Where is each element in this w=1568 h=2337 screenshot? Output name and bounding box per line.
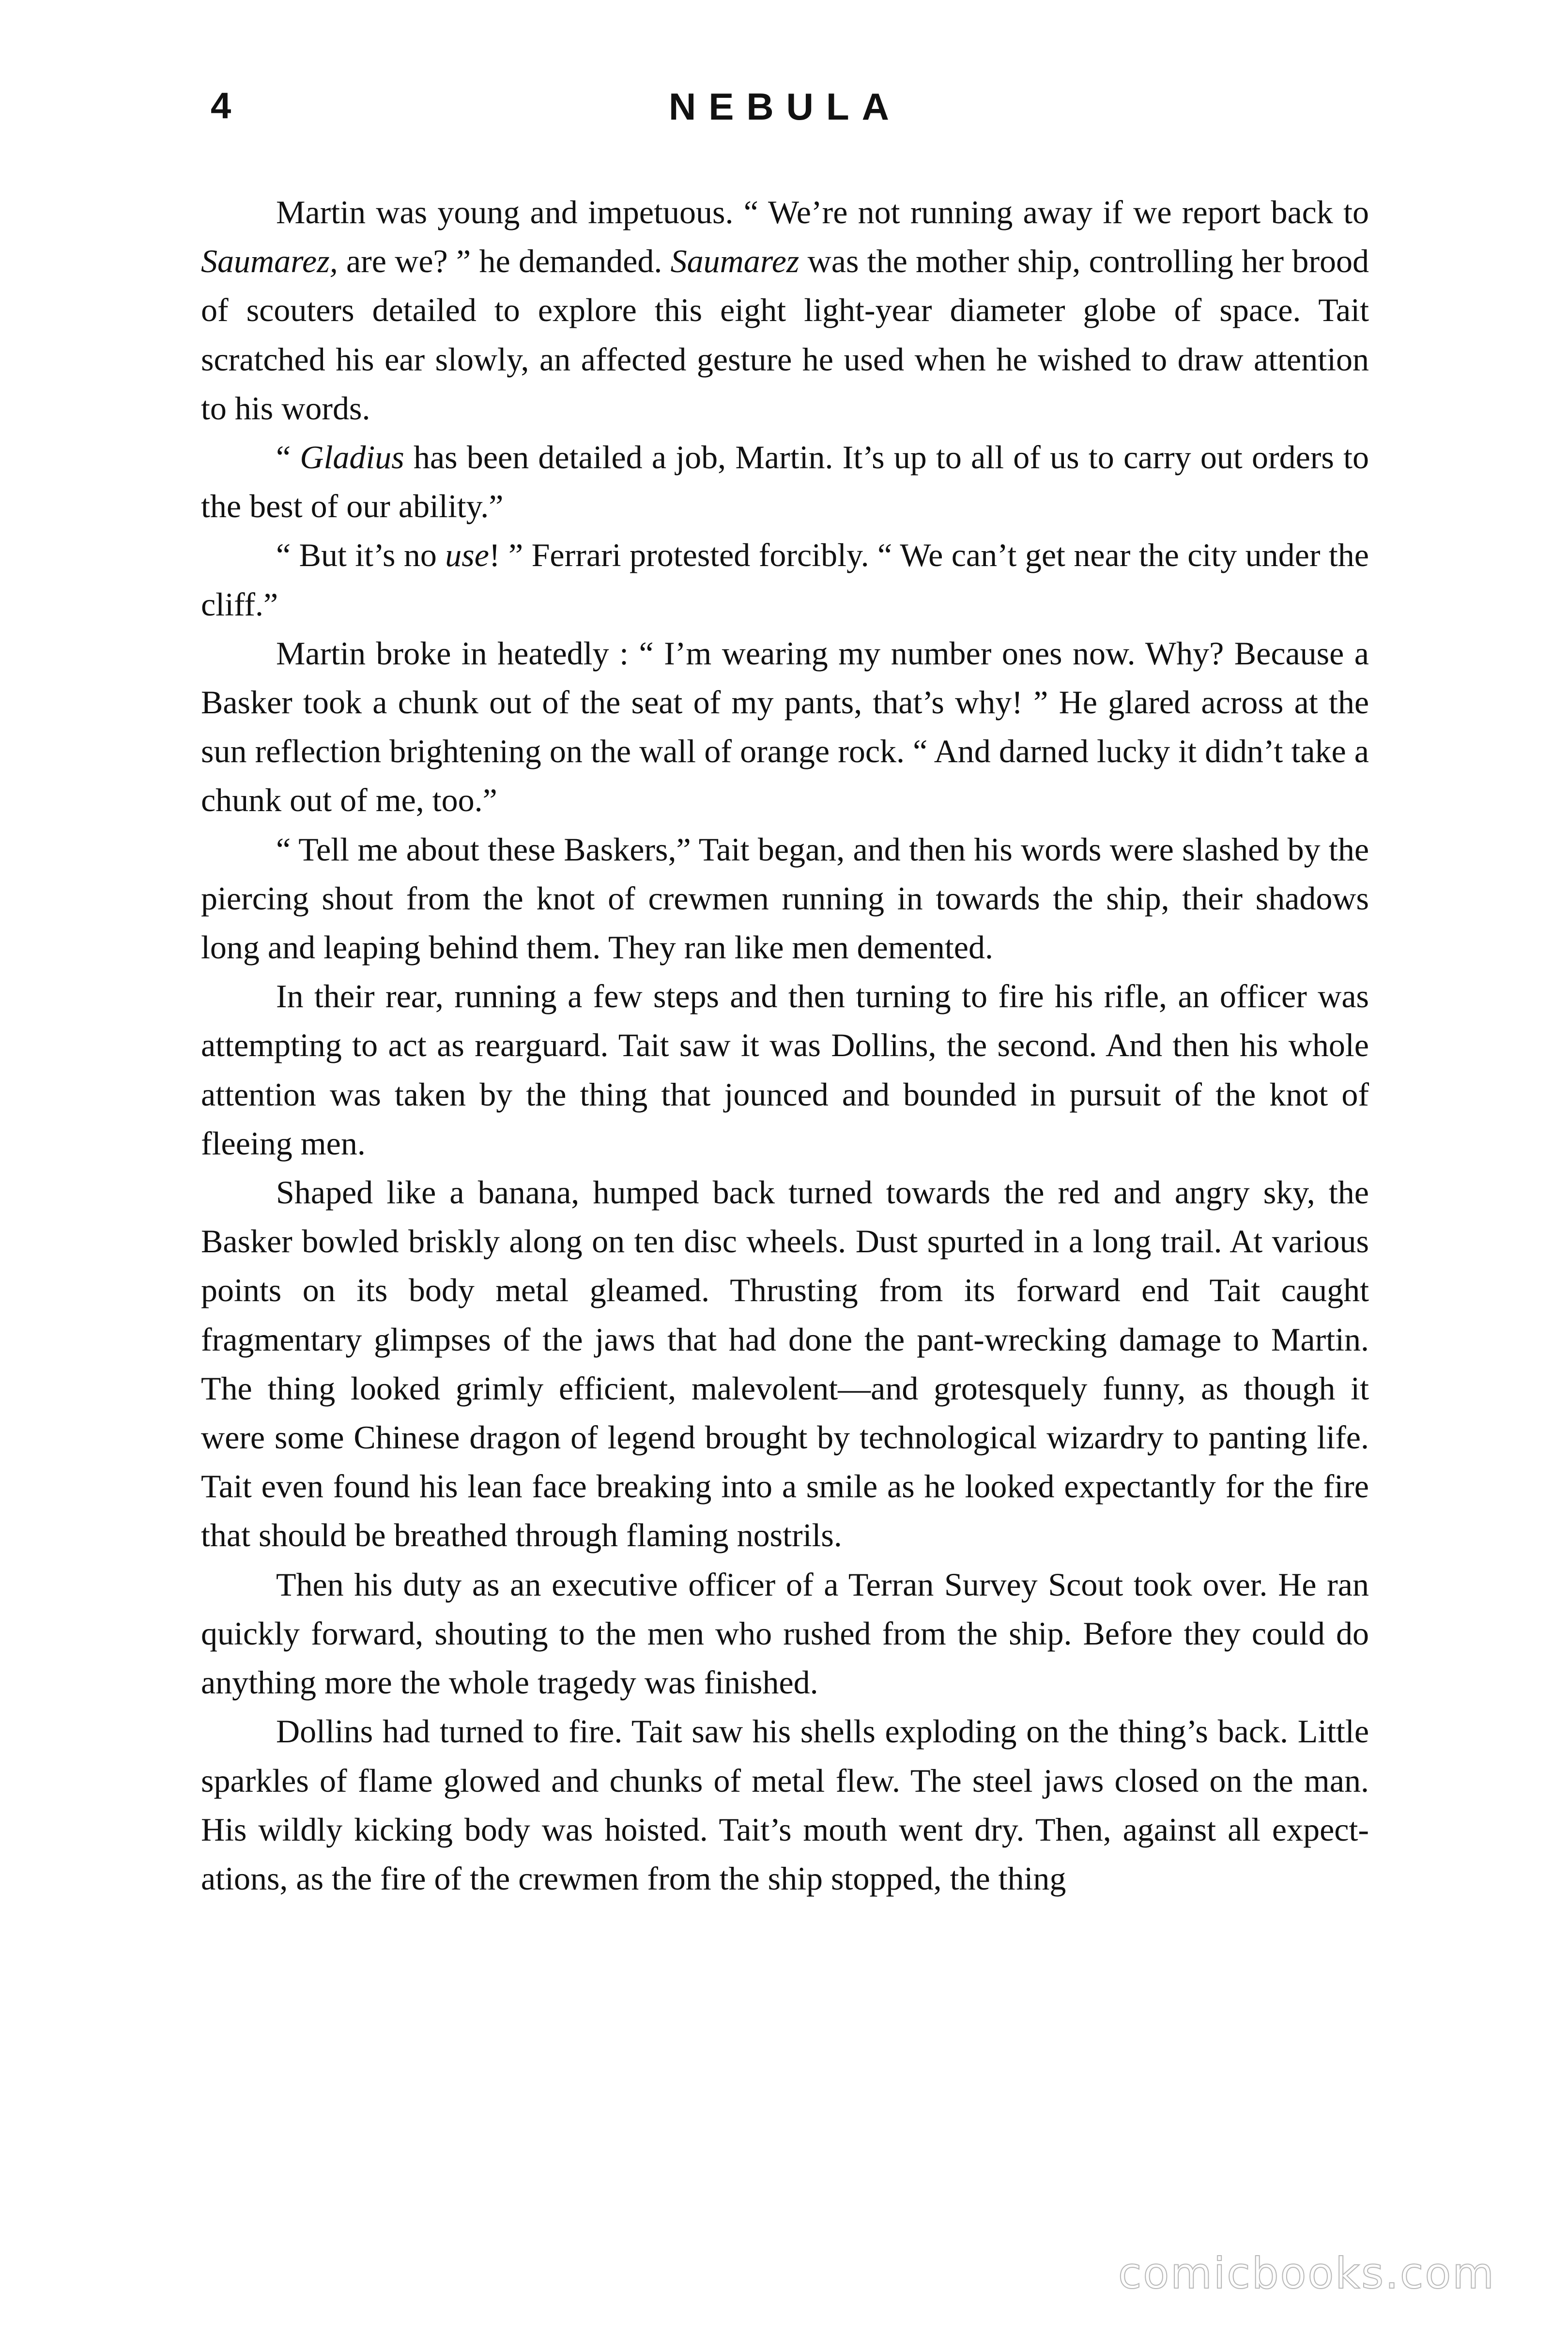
page-header [201, 85, 1369, 143]
text-run: Shaped like a banana, humped back turned towards the red and angry sky, the Basker bowled briskly along on ten disc wheels. Dust spurted in a long trail. At various points on its body metal gleamed. Thrusting from its forward end Tait caught fragmentary glimpses of the jaws that had done the pant-wrecking damage to Martin. The thing looked grimly efficient, malevolent—and grotesquely funny, as though it were some Chinese dragon of legend brought by technological wizardry to panting life. Tait even found his lean face breaking into a smile as he looked expectantly for the fire that should be breathed through flaming nostrils. [201, 1174, 1369, 1554]
paragraph [201, 1168, 1369, 1560]
text-run: ! ” Ferrari protested forcibly. “ We can’t get near the city under the cliff.” [201, 537, 1369, 623]
paragraph [201, 629, 1369, 825]
body-text [201, 188, 1369, 1903]
text-run: are we? ” he demanded. [338, 243, 671, 280]
text-run: was the mother ship, controlling her brood of scouters detailed to explore this eight light-year diameter globe of space. Tait scratched his ear slowly, an affected gesture he used when he wished to draw attention to his words. [201, 243, 1369, 427]
paragraph [201, 188, 1369, 433]
text-run: Martin broke in heatedly : “ I’m wearing my number ones now. Why? Because a Basker took a chunk out of the seat of my pants, that’s why! ” He glared across at the sun reflection brightening on the wall of orange rock. “ And darned lucky it didn’t take a chunk out of me, too.” [201, 634, 1369, 819]
text-run: “ Tell me about these Baskers,” Tait began, and then his words were slashed by the piercing shout from the knot of crewmen running in towards the ship, their shadows long and leaping behind them. They ran like men demented. [201, 830, 1369, 966]
italic-run: Gladius [300, 439, 404, 476]
paragraph [201, 531, 1369, 629]
paragraph [201, 1560, 1369, 1707]
text-run: “ But it’s no [276, 537, 446, 574]
italic-run: Saumarez [670, 243, 799, 280]
text-run: Then his duty as an executive officer of a Terran Survey Scout took over. He ran quickly forward, shouting to the men who rushed from the ship. Before they could do anything more the whole tragedy was finished. [201, 1566, 1369, 1701]
paragraph [201, 825, 1369, 972]
watermark: comicbooks.com [1118, 2248, 1495, 2298]
text-run: Martin was young and impetuous. “ We’re not running away if we report back to [276, 194, 1369, 231]
italic-run: Saumarez, [201, 243, 338, 280]
running-title: NEBULA [669, 85, 902, 128]
paragraph [201, 433, 1369, 531]
italic-run: use [445, 537, 489, 574]
text-run: Dollins had turned to fire. Tait saw his shells exploding on the thing’s back. Little sparkles of flame glowed and chunks of metal flew. The steel jaws closed on the man. His wildly kicking body was hoisted. Tait’s mouth went dry. Then, against all expect-ations, as the fire of the crewmen from the ship stopped, the thing [201, 1713, 1369, 1897]
paragraph [201, 1707, 1369, 1903]
paragraph [201, 972, 1369, 1168]
text-run: “ [276, 439, 300, 476]
text-run: has been detailed a job, Martin. It’s up to all of us to carry out orders to the best of our ability.” [201, 439, 1369, 525]
page-number: 4 [211, 85, 231, 126]
text-run: In their rear, running a few steps and then turning to fire his rifle, an officer was attempting to act as rearguard. Tait saw it was Dollins, the second. And then his whole attention was taken by the thing that jounced and bounded in pursuit of the knot of fleeing men. [201, 978, 1369, 1162]
